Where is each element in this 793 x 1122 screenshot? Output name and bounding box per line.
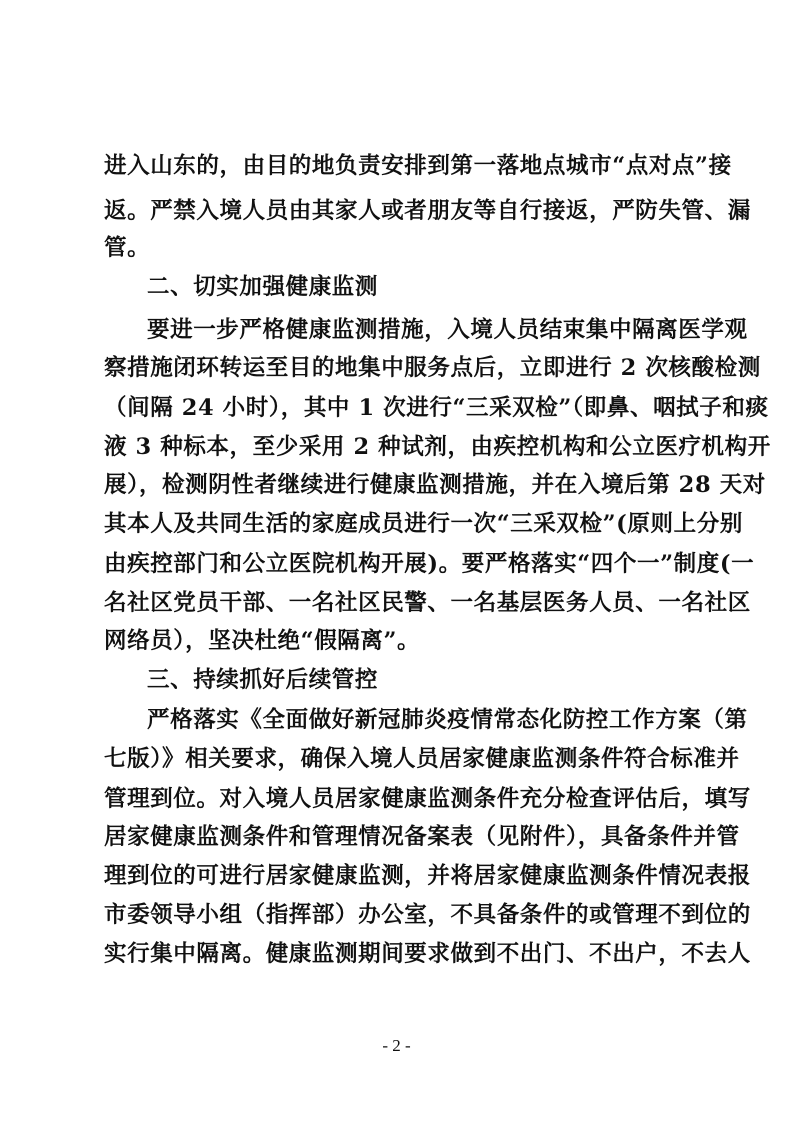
text-line: 居家健康监测条件和管理情况备案表（见附件），具备条件并管 — [104, 824, 740, 850]
text-line: 管理到位。对入境人员居家健康监测条件充分检查评估后，填写 — [104, 786, 751, 812]
text-line: 返。严禁入境人员由其家人或者朋友等自行接返，严防失管、漏 — [104, 198, 751, 224]
text-line: 由疾控部门和公立医院机构开展)。要严格落实“四个一”制度(一 — [104, 551, 755, 577]
text-line: 其本人及共同生活的家庭成员进行一次“三采双检”(原则上分别 — [104, 511, 743, 537]
text-line: 理到位的可进行居家健康监测，并将居家健康监测条件情况表报 — [104, 863, 751, 889]
text-line: 液 3 种标本，至少采用 2 种试剂，由疾控机构和公立医疗机构开 — [104, 434, 771, 460]
section-heading-3: 三、持续抓好后续管控 — [147, 667, 379, 693]
text-line: 察措施闭环转运至目的地集中服务点后，立即进行 2 次核酸检测 — [104, 355, 761, 381]
text-line: 进入山东的，由目的地负责安排到第一落地点城市“点对点”接 — [104, 153, 732, 179]
text-line: 严格落实《全面做好新冠肺炎疫情常态化防控工作方案（第 — [147, 707, 748, 733]
text-line: 展），检测阴性者继续进行健康监测措施，并在入境后第 28 天对 — [104, 472, 766, 498]
text-line: 要进一步严格健康监测措施，入境人员结束集中隔离医学观 — [147, 317, 748, 343]
text-line: 市委领导小组（指挥部）办公室，不具备条件的或管理不到位的 — [104, 902, 751, 928]
text-line: 实行集中隔离。健康监测期间要求做到不出门、不出户，不去人 — [104, 941, 751, 967]
text-line: 管。 — [104, 235, 151, 261]
text-line: 七版）》相关要求，确保入境人员居家健康监测条件符合标准并 — [104, 746, 740, 772]
text-line: （间隔 24 小时），其中 1 次进行“三采双检”（即鼻、咽拭子和痰 — [104, 395, 769, 421]
text-line: 网络员），坚决杜绝“假隔离”。 — [104, 628, 421, 654]
page-number: - 2 - — [382, 1036, 411, 1055]
text-line: 名社区党员干部、一名社区民警、一名基层医务人员、一名社区 — [104, 590, 751, 616]
section-heading-2: 二、切实加强健康监测 — [147, 274, 379, 300]
